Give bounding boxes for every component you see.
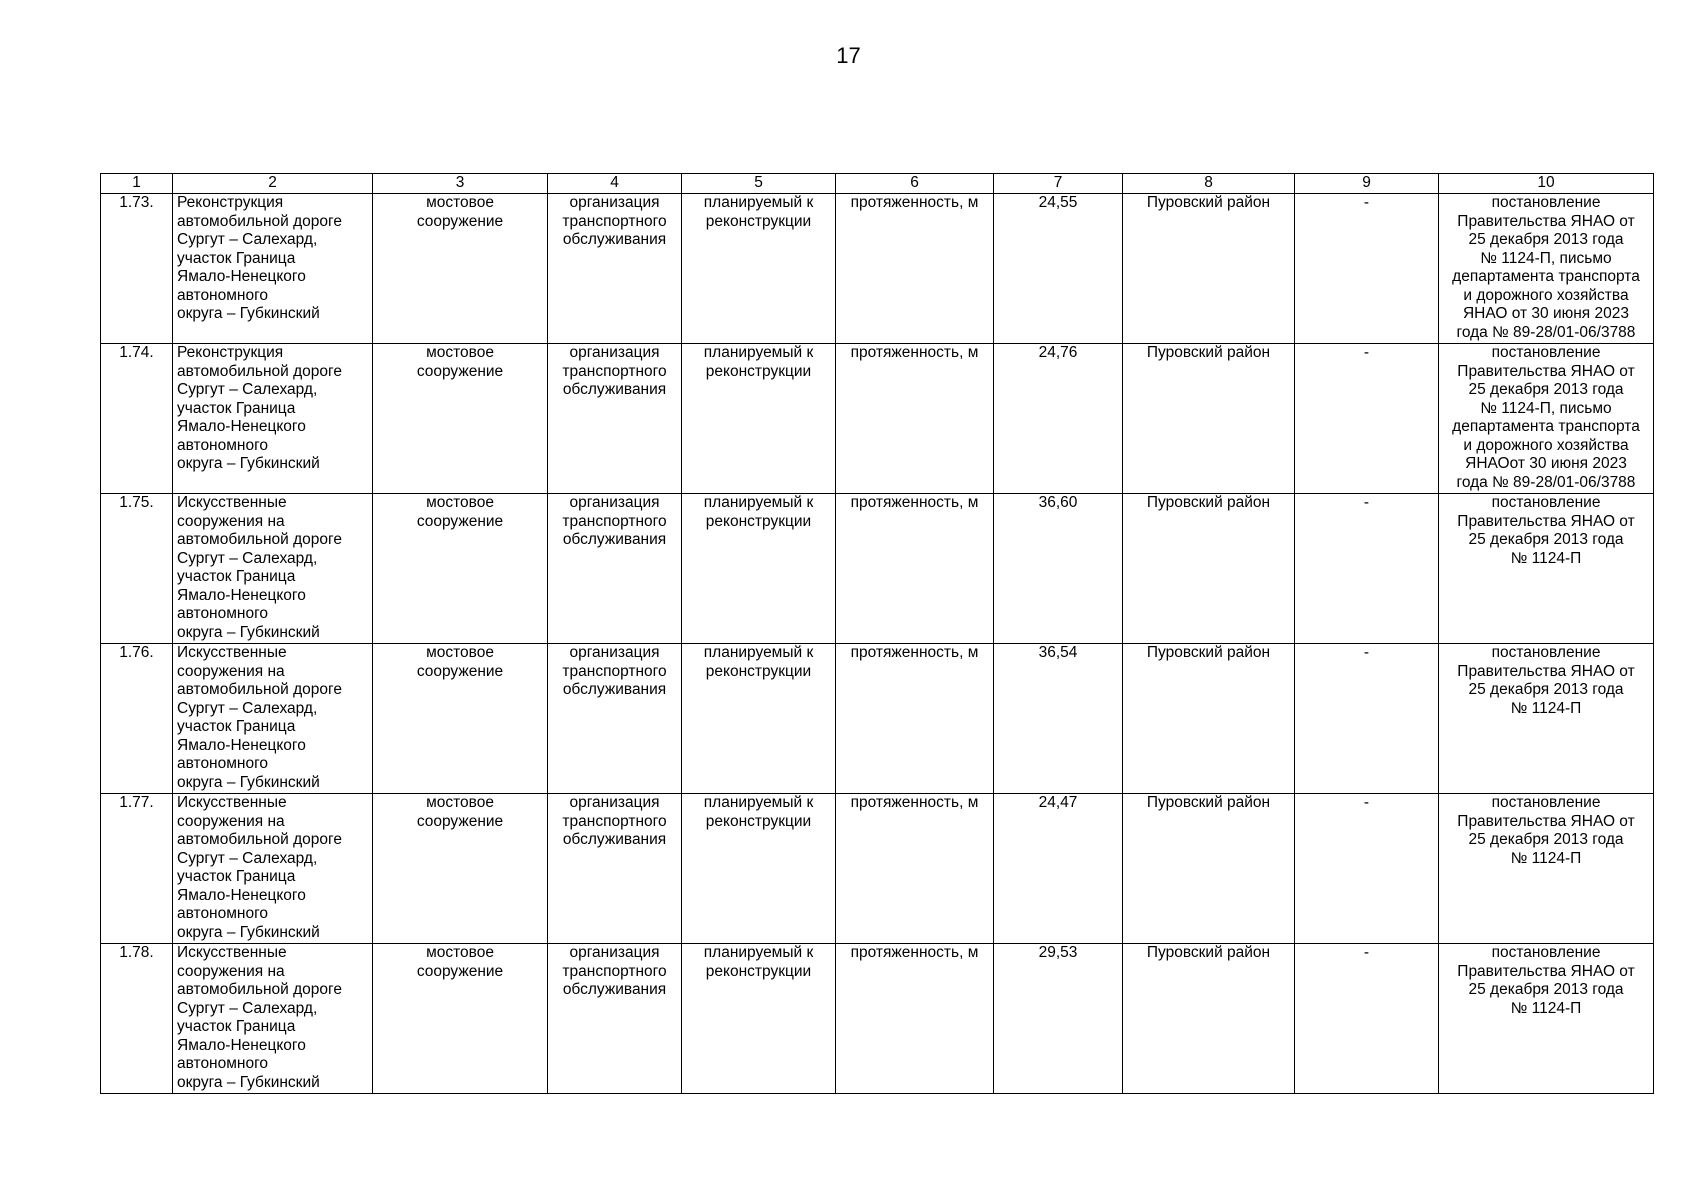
column-header: 10 bbox=[1439, 174, 1654, 194]
object-type: мостовое сооружение bbox=[373, 944, 548, 1094]
object-type: мостовое сооружение bbox=[373, 194, 548, 344]
column-header: 1 bbox=[101, 174, 173, 194]
table-row bbox=[101, 944, 1654, 1094]
object-name: Реконструкция автомобильной дороге Сургут – Салехард, участок Граница Ямало-Ненецкого автономного округа – Губкинский bbox=[173, 194, 373, 344]
column-header: 7 bbox=[994, 174, 1123, 194]
object-zone: - bbox=[1295, 344, 1439, 494]
table-row bbox=[101, 494, 1654, 644]
object-status: планируемый к реконструкции bbox=[682, 644, 836, 794]
object-type: мостовое сооружение bbox=[373, 794, 548, 944]
table-row bbox=[101, 794, 1654, 944]
object-basis: постановление Правительства ЯНАО от 25 декабря 2013 года № 1124-П bbox=[1439, 494, 1654, 644]
object-location: Пуровский район bbox=[1123, 644, 1295, 794]
object-name: Искусственные сооружения на автомобильной дороге Сургут – Салехард, участок Граница Ямало-Ненецкого автономного округа – Губкинский bbox=[173, 644, 373, 794]
row-number: 1.76. bbox=[101, 644, 173, 794]
object-basis: постановление Правительства ЯНАО от 25 декабря 2013 года № 1124-П bbox=[1439, 944, 1654, 1094]
column-header: 3 bbox=[373, 174, 548, 194]
column-header: 4 bbox=[548, 174, 682, 194]
object-characteristic: протяженность, м bbox=[836, 344, 994, 494]
row-number: 1.73. bbox=[101, 194, 173, 344]
object-status: планируемый к реконструкции bbox=[682, 794, 836, 944]
object-purpose: организация транспортного обслуживания bbox=[548, 644, 682, 794]
object-zone: - bbox=[1295, 194, 1439, 344]
object-location: Пуровский район bbox=[1123, 494, 1295, 644]
object-location: Пуровский район bbox=[1123, 944, 1295, 1094]
object-status: планируемый к реконструкции bbox=[682, 494, 836, 644]
object-status: планируемый к реконструкции bbox=[682, 194, 836, 344]
object-purpose: организация транспортного обслуживания bbox=[548, 344, 682, 494]
object-value: 36,60 bbox=[994, 494, 1123, 644]
object-value: 24,55 bbox=[994, 194, 1123, 344]
objects-table bbox=[100, 173, 1654, 1094]
object-status: планируемый к реконструкции bbox=[682, 944, 836, 1094]
column-header: 2 bbox=[173, 174, 373, 194]
object-characteristic: протяженность, м bbox=[836, 644, 994, 794]
object-location: Пуровский район bbox=[1123, 344, 1295, 494]
object-value: 24,47 bbox=[994, 794, 1123, 944]
row-number: 1.77. bbox=[101, 794, 173, 944]
column-header: 6 bbox=[836, 174, 994, 194]
object-status: планируемый к реконструкции bbox=[682, 344, 836, 494]
table-row bbox=[101, 194, 1654, 344]
object-purpose: организация транспортного обслуживания bbox=[548, 944, 682, 1094]
object-type: мостовое сооружение bbox=[373, 494, 548, 644]
object-basis: постановление Правительства ЯНАО от 25 декабря 2013 года № 1124-П, письмо департамента транспорта и дорожного хозяйства ЯНАО от 30 июня 2023 года № 89-28/01-06/3788 bbox=[1439, 194, 1654, 344]
object-type: мостовое сооружение bbox=[373, 644, 548, 794]
object-basis: постановление Правительства ЯНАО от 25 декабря 2013 года № 1124-П, письмо департамента транспорта и дорожного хозяйства ЯНАОот 30 июня 2023 года № 89-28/01-06/3788 bbox=[1439, 344, 1654, 494]
object-basis: постановление Правительства ЯНАО от 25 декабря 2013 года № 1124-П bbox=[1439, 794, 1654, 944]
object-zone: - bbox=[1295, 944, 1439, 1094]
object-purpose: организация транспортного обслуживания bbox=[548, 194, 682, 344]
column-header: 9 bbox=[1295, 174, 1439, 194]
object-characteristic: протяженность, м bbox=[836, 194, 994, 344]
object-name: Реконструкция автомобильной дороге Сургут – Салехард, участок Граница Ямало-Ненецкого автономного округа – Губкинский bbox=[173, 344, 373, 494]
object-characteristic: протяженность, м bbox=[836, 494, 994, 644]
column-header: 5 bbox=[682, 174, 836, 194]
column-header: 8 bbox=[1123, 174, 1295, 194]
object-zone: - bbox=[1295, 794, 1439, 944]
object-value: 24,76 bbox=[994, 344, 1123, 494]
object-purpose: организация транспортного обслуживания bbox=[548, 494, 682, 644]
object-name: Искусственные сооружения на автомобильной дороге Сургут – Салехард, участок Граница Ямало-Ненецкого автономного округа – Губкинский bbox=[173, 794, 373, 944]
row-number: 1.78. bbox=[101, 944, 173, 1094]
row-number: 1.74. bbox=[101, 344, 173, 494]
object-characteristic: протяженность, м bbox=[836, 944, 994, 1094]
object-characteristic: протяженность, м bbox=[836, 794, 994, 944]
object-type: мостовое сооружение bbox=[373, 344, 548, 494]
header-row bbox=[101, 174, 1654, 194]
row-number: 1.75. bbox=[101, 494, 173, 644]
table-row bbox=[101, 644, 1654, 794]
object-basis: постановление Правительства ЯНАО от 25 декабря 2013 года № 1124-П bbox=[1439, 644, 1654, 794]
object-zone: - bbox=[1295, 644, 1439, 794]
object-zone: - bbox=[1295, 494, 1439, 644]
object-location: Пуровский район bbox=[1123, 194, 1295, 344]
object-name: Искусственные сооружения на автомобильной дороге Сургут – Салехард, участок Граница Ямало-Ненецкого автономного округа – Губкинский bbox=[173, 494, 373, 644]
object-name: Искусственные сооружения на автомобильной дороге Сургут – Салехард, участок Граница Ямало-Ненецкого автономного округа – Губкинский bbox=[173, 944, 373, 1094]
object-purpose: организация транспортного обслуживания bbox=[548, 794, 682, 944]
object-value: 36,54 bbox=[994, 644, 1123, 794]
object-location: Пуровский район bbox=[1123, 794, 1295, 944]
object-value: 29,53 bbox=[994, 944, 1123, 1094]
page-number: 17 bbox=[836, 43, 861, 68]
table-row bbox=[101, 344, 1654, 494]
